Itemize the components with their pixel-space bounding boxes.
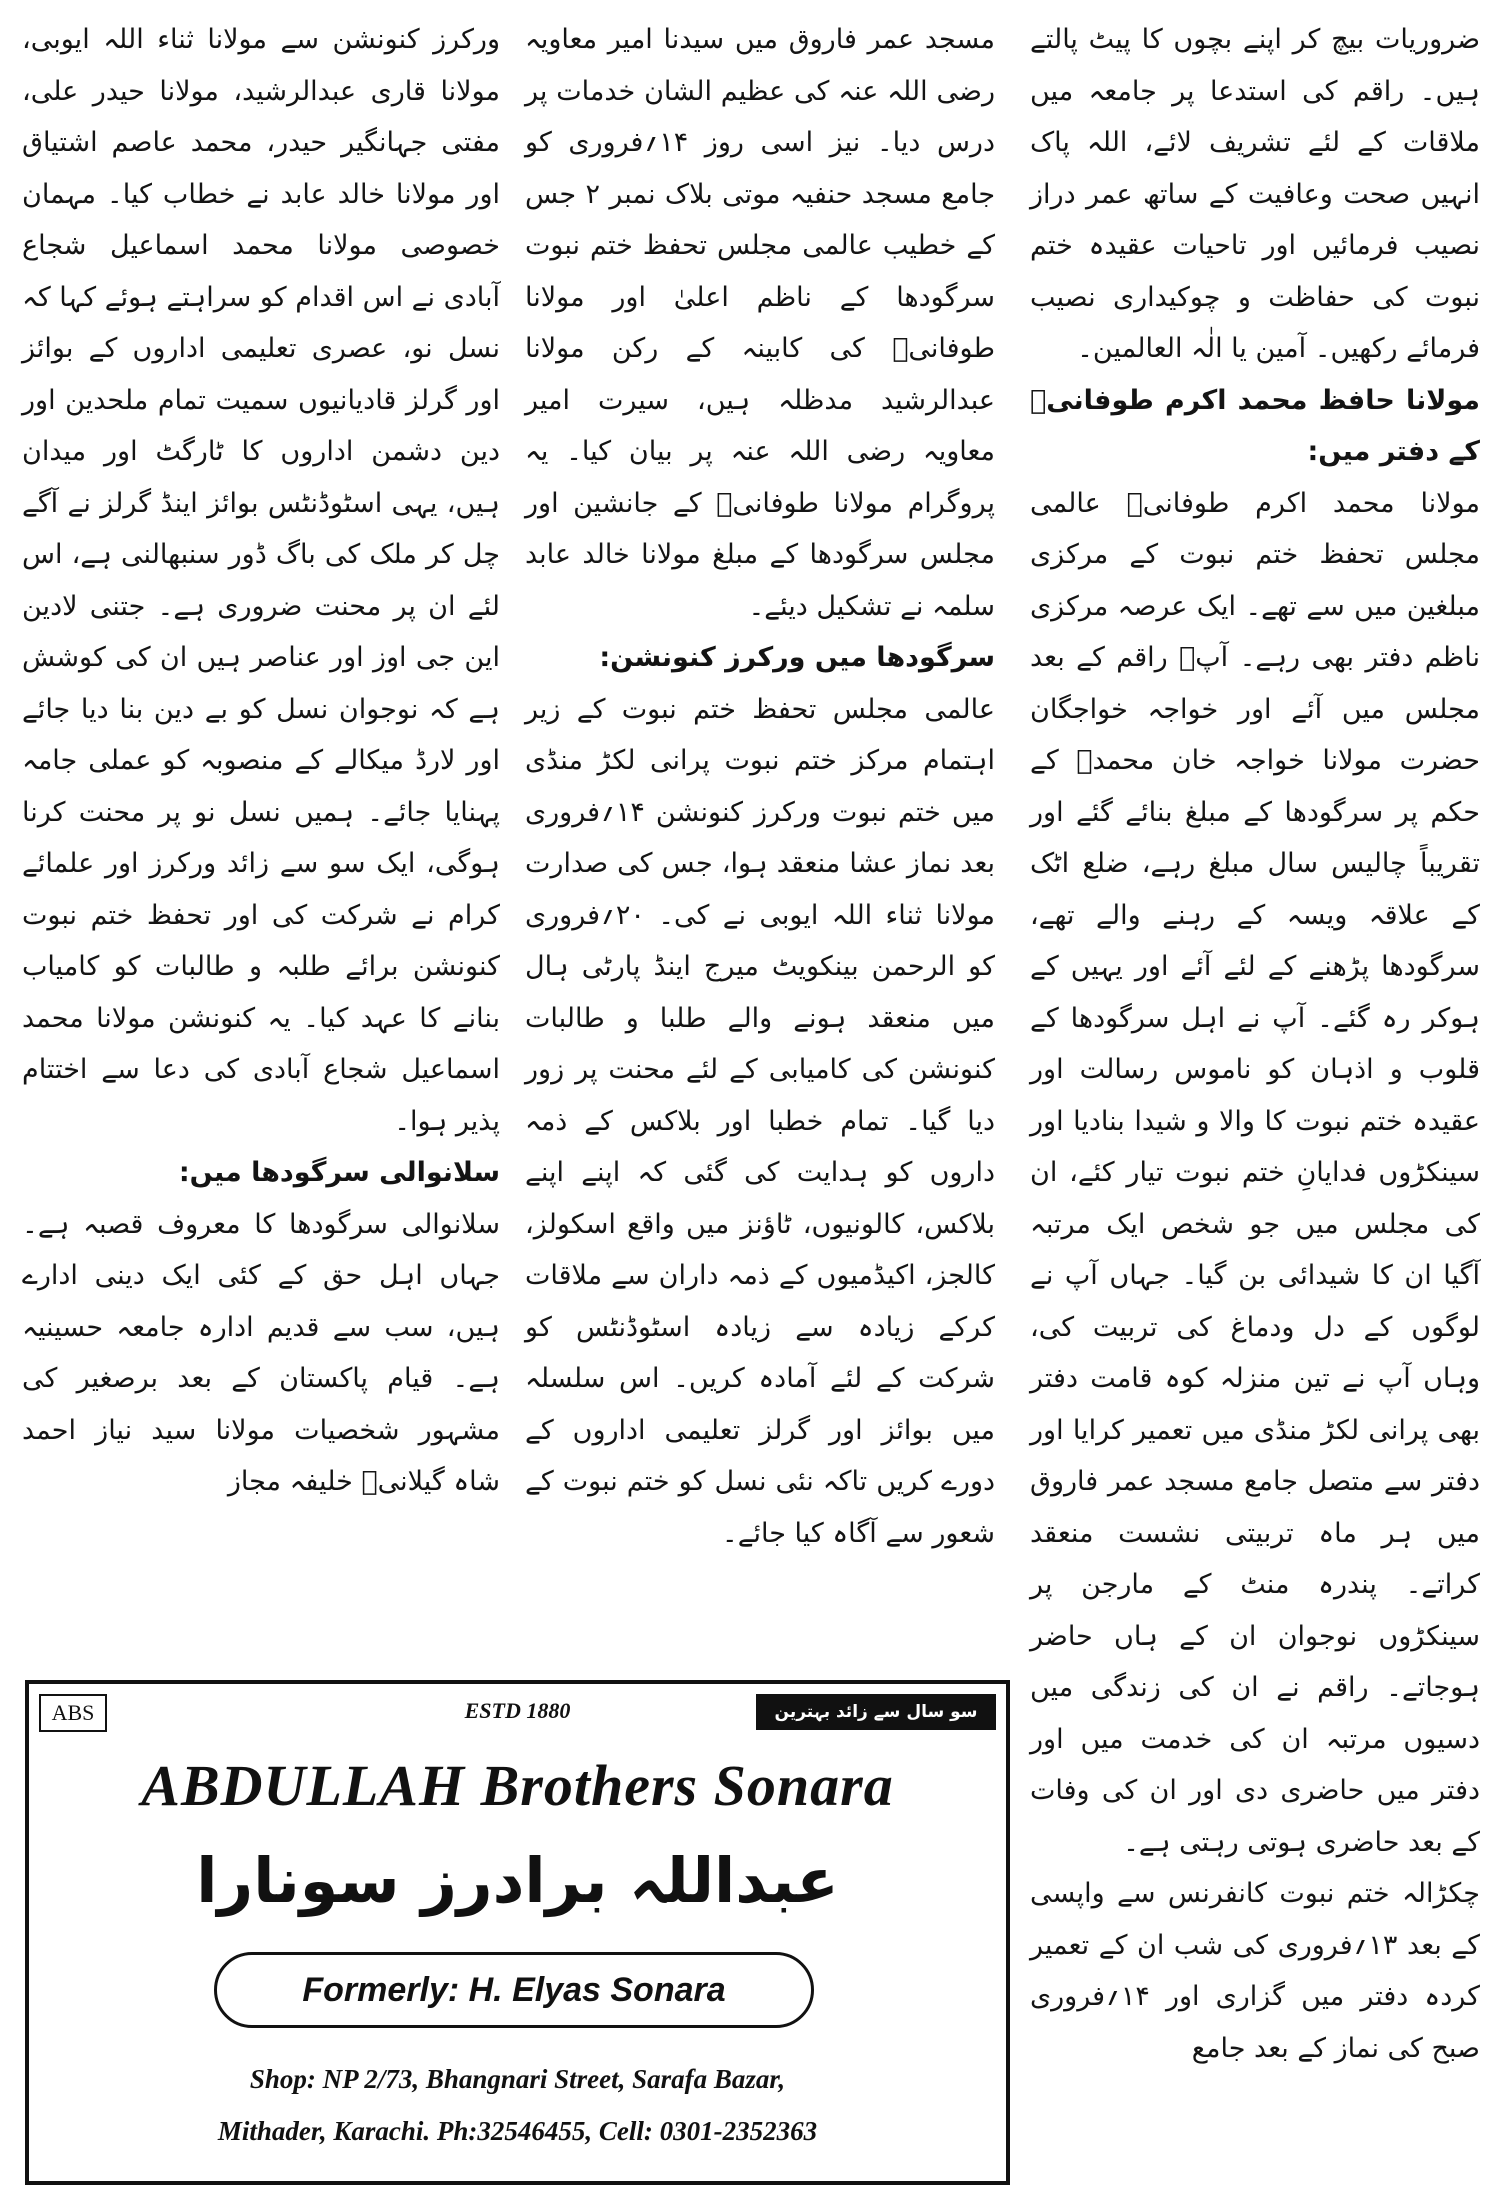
article-column-middle bbox=[525, 14, 995, 1559]
jeweller-advertisement bbox=[25, 1680, 1010, 2185]
paragraph: عالمی مجلس تحفظ ختم نبوت کے زیر اہتمام مرکز ختم نبوت پرانی لکڑ منڈی میں ختم نبوت ورکرز کنونشن ۱۴؍فروری بعد نماز عشا منعقد ہوا، جس کی صدارت مولانا ثناء اللہ ایوبی نے کی۔ ۲۰؍فروری کو الرحمن بینکویٹ میرج اینڈ پارٹی ہال میں منعقد ہونے والے طلبا و طالبات کنونشن کی کامیابی کے لئے محنت پر زور دیا گیا۔ تمام خطبا اور بلاکس کے ذمہ داروں کو ہدایت کی گئی کہ اپنے اپنے بلاکس، کالونیوں، ٹاؤنز میں واقع اسکولز، کالجز، اکیڈمیوں کے ذمہ داران سے ملاقات کرکے زیادہ سے زیادہ اسٹوڈنٹس کو شرکت کے لئے آمادہ کریں۔ اس سلسلہ میں بوائز اور گرلز تعلیمی اداروں کے دورے کریں تاکہ نئی نسل کو ختم نبوت کے شعور سے آگاہ کیا جائے۔ bbox=[525, 693, 995, 1549]
ad-service-ribbon: سو سال سے زائد بہترین خدمت bbox=[756, 1694, 996, 1730]
article-column-left bbox=[22, 14, 500, 1508]
paragraph: ورکرز کنونشن سے مولانا ثناء اللہ ایوبی، مولانا قاری عبدالرشید، مولانا حیدر علی، مفتی جہانگیر حیدر، محمد عاصم اشتیاق اور مولانا خالد عابد نے خطاب کیا۔ مہمان خصوصی مولانا محمد اسماعیل شجاع آبادی نے اس اقدام کو سراہتے ہوئے کہا کہ نسل نو، عصری تعلیمی اداروں کے بوائز اور گرلز قادیانیوں سمیت تمام ملحدین اور دین دشمن اداروں کا ٹارگٹ اور میدان ہیں، یہی اسٹوڈنٹس بوائز اینڈ گرلز نے آگے چل کر ملک کی باگ ڈور سنبھالنی ہے، اس لئے ان پر محنت ضروری ہے۔ جتنی لادین این جی اوز اور عناصر ہیں ان کی کوشش ہے کہ نوجوان نسل کو بے دین بنا دیا جائے اور لارڈ میکالے کے منصوبہ کو عملی جامہ پہنایا جائے۔ ہمیں نسل نو پر محنت کرنا ہوگی، ایک سو سے زائد ورکرز اور علمائے کرام نے شرکت کی اور تحفظ ختم نبوت کنونشن برائے طلبہ و طالبات کو کامیاب بنانے کا عہد کیا۔ یہ کنونشن مولانا محمد اسماعیل شجاع آبادی کی دعا سے اختتام پذیر ہوا۔ bbox=[22, 24, 500, 1137]
ad-business-name-english: ABDULLAH Brothers Sonara bbox=[141, 1753, 894, 1818]
ad-contact-line: Mithader, Karachi. Ph:32546455, Cell: 0301-2352363 bbox=[217, 2116, 818, 2146]
paragraph: ضروریات بیچ کر اپنے بچوں کا پیٹ پالتے ہیں۔ راقم کی استدعا پر جامعہ میں ملاقات کے لئے تشریف لائے، اللہ پاک انہیں صحت وعافیت کے ساتھ عمر دراز نصیب فرمائیں اور تاحیات عقیدہ ختم نبوت کی حفاظت و چوکیداری نصیب فرمائے رکھیں۔ آمین یا الٰہ العالمین۔ bbox=[1030, 24, 1480, 364]
ad-business-name-urdu: عبداللہ برادرز سونارا bbox=[196, 1844, 839, 1917]
ad-address-line: Shop: NP 2/73, Bhangnari Street, Sarafa Bazar, bbox=[249, 2064, 786, 2094]
paragraph: مولانا محمد اکرم طوفانیؒ عالمی مجلس تحفظ ختم نبوت کے مرکزی مبلغین میں سے تھے۔ ایک عرصہ مرکزی ناظم دفتر بھی رہے۔ آپؒ راقم کے بعد مجلس میں آئے اور خواجہ خواجگان حضرت مولانا خواجہ خان محمدؒ کے حکم پر سرگودھا کے مبلغ بنائے گئے اور تقریباً چالیس سال مبلغ رہے، ضلع اٹک کے علاقہ ویسہ کے رہنے والے تھے، سرگودھا پڑھنے کے لئے آئے اور یہیں کے ہوکر رہ گئے۔ آپ نے اہل سرگودھا کے قلوب و اذہان کو ناموس رسالت اور عقیدہ ختم نبوت کا والا و شیدا بنادیا اور سینکڑوں فدایانِ ختم نبوت تیار کئے، ان کی مجلس میں جو شخص ایک مرتبہ آگیا ان کا شیدائی بن گیا۔ جہاں آپ نے لوگوں کے دل ودماغ کی تربیت کی، وہاں آپ نے تین منزلہ کوہ قامت دفتر بھی پرانی لکڑ منڈی میں تعمیر کرایا اور دفتر سے متصل جامع مسجد عمر فاروق میں ہر ماہ تربیتی نشست منعقد کراتے۔ پندرہ منٹ کے مارجن پر سینکڑوں نوجوان ان کے ہاں حاضر ہوجاتے۔ راقم نے ان کی زندگی میں دسیوں مرتبہ ان کی خدمت میں اور دفتر میں حاضری دی اور ان کی وفات کے بعد حاضری ہوتی رہتی ہے۔ bbox=[1030, 487, 1480, 1858]
section-heading: سلانوالی سرگودھا میں: bbox=[178, 1157, 500, 1188]
section-heading: مولانا حافظ محمد اکرم طوفانیؒ کے دفتر میں: bbox=[1030, 384, 1480, 467]
ad-established-year: ESTD 1880 bbox=[464, 1698, 571, 1723]
paragraph: چکڑالہ ختم نبوت کانفرنس سے واپسی کے بعد ۱۳؍فروری کی شب ان کے تعمیر کردہ دفتر میں گزاری اور ۱۴؍فروری صبح کی نماز کے بعد جامع bbox=[1030, 1878, 1480, 2064]
paragraph: مسجد عمر فاروق میں سیدنا امیر معاویہ رضی اللہ عنہ کی عظیم الشان خدمات پر درس دیا۔ نیز اسی روز ۱۴؍فروری کو جامع مسجد حنفیہ موتی بلاک نمبر ۲ جس کے خطیب عالمی مجلس تحفظ ختم نبوت سرگودھا کے ناظم اعلیٰ اور مولانا طوفانیؒ کی کابینہ کے رکن مولانا عبدالرشید مدظلہ ہیں، سیرت امیر معاویہ رضی اللہ عنہ پر بیان کیا۔ یہ پروگرام مولانا طوفانیؒ کے جانشین اور مجلس سرگودھا کے مبلغ مولانا خالد عابد سلمہ نے تشکیل دیئے۔ bbox=[525, 24, 996, 622]
article-column-right bbox=[1030, 14, 1480, 2074]
ad-abs-logo: ABS bbox=[39, 1694, 107, 1732]
ad-formerly-badge: Formerly: H. Elyas Sonara bbox=[214, 1952, 814, 2028]
paragraph: سلانوالی سرگودھا کا معروف قصبہ ہے۔ جہاں اہل حق کے کئی ایک دینی ادارے ہیں، سب سے قدیم ادارہ جامعہ حسینیہ ہے۔ قیام پاکستان کے بعد برصغیر کی مشہور شخصیات مولانا سید نیاز احمد شاہ گیلانیؒ خلیفہ مجاز bbox=[22, 1208, 500, 1497]
section-heading: سرگودھا میں ورکرز کنونشن: bbox=[599, 642, 995, 673]
